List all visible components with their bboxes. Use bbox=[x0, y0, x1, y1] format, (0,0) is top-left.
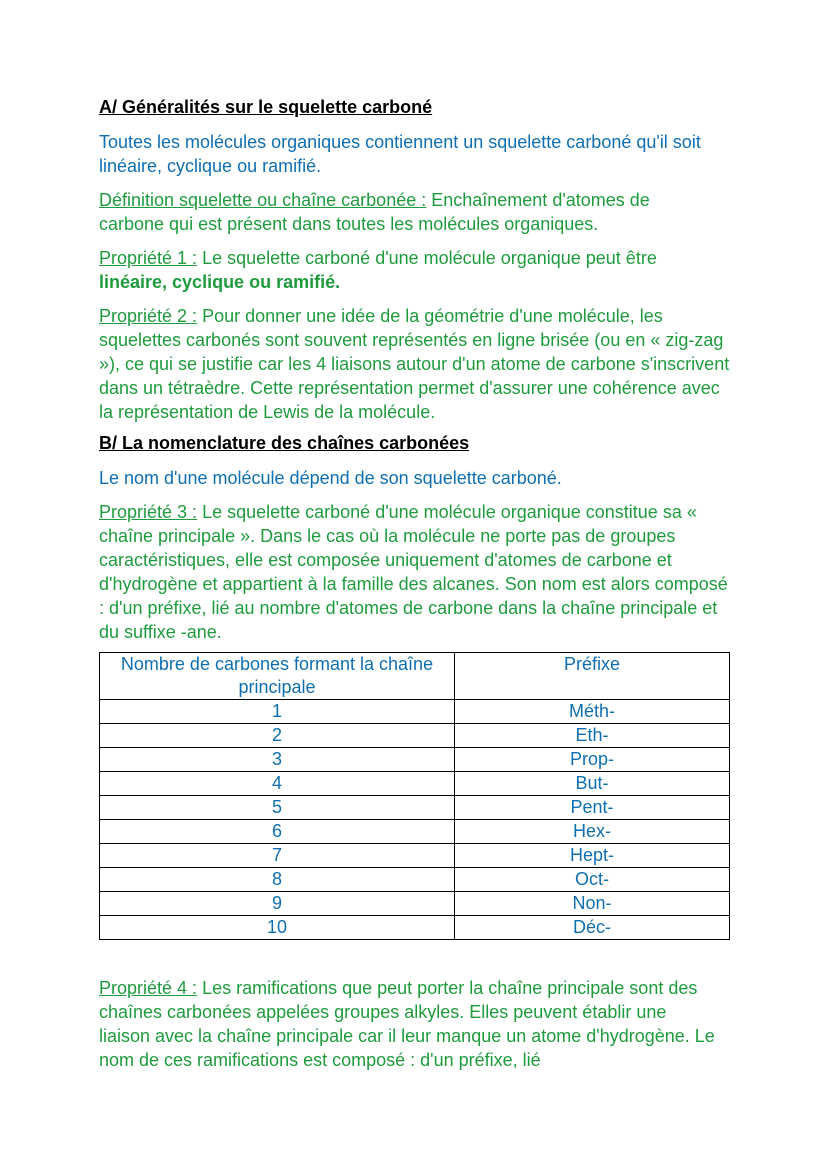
prefix-cell: Pent- bbox=[455, 796, 730, 820]
prefix-cell: Méth- bbox=[455, 700, 730, 724]
prefix-cell: Prop- bbox=[455, 748, 730, 772]
table-row bbox=[100, 868, 730, 892]
property-2-paragraph bbox=[99, 304, 735, 424]
section-a-intro: Toutes les molécules organiques contiennent un squelette carboné qu'il soit linéaire, cyclique ou ramifié. bbox=[99, 132, 701, 176]
section-a-heading: A/ Généralités sur le squelette carboné bbox=[99, 97, 433, 117]
carbon-count-cell: 4 bbox=[100, 772, 455, 796]
table-row bbox=[100, 892, 730, 916]
property-4-label: Propriété 4 : bbox=[99, 978, 198, 998]
prefix-cell: Oct- bbox=[455, 868, 730, 892]
carbon-count-cell: 9 bbox=[100, 892, 455, 916]
property-2-label: Propriété 2 : bbox=[99, 306, 198, 326]
carbon-count-cell: 5 bbox=[100, 796, 455, 820]
property-4-paragraph bbox=[99, 976, 721, 1072]
table-row bbox=[100, 700, 730, 724]
prefix-cell: Eth- bbox=[455, 724, 730, 748]
property-1-paragraph bbox=[99, 246, 711, 294]
property-3-text: Le squelette carboné d'une molécule organique constitue sa « chaîne principale ». Dans le cas où la molécule ne porte pas de groupes caractéristiques, elle est composée uniquement d'atomes de carbone et d'hydrogène et appartient à la famille des alcanes. Son nom est alors composé : d'un préfixe, lié au nombre d'atomes de carbone dans la chaîne principale et du suffixe -ane. bbox=[99, 502, 728, 642]
prefix-cell: Déc- bbox=[455, 916, 730, 940]
carbon-count-cell: 7 bbox=[100, 844, 455, 868]
prefix-table bbox=[99, 652, 730, 940]
table-header-row bbox=[100, 653, 730, 700]
carbon-count-cell: 1 bbox=[100, 700, 455, 724]
carbon-count-cell: 8 bbox=[100, 868, 455, 892]
carbon-count-cell: 2 bbox=[100, 724, 455, 748]
document-page bbox=[99, 96, 739, 1082]
carbon-count-cell: 10 bbox=[100, 916, 455, 940]
property-4-text: Les ramifications que peut porter la chaîne principale sont des chaînes carbonées appelées groupes alkyles. Elles peuvent établir une liaison avec la chaîne principale car il leur manque un atome d'hydrogène. Le nom de ces ramifications est composé : d'un préfixe, lié bbox=[99, 978, 715, 1070]
header-carbon-count: Nombre de carbones formant la chaîne principale bbox=[100, 653, 455, 700]
carbon-count-cell: 6 bbox=[100, 820, 455, 844]
property-2-text: Pour donner une idée de la géométrie d'une molécule, les squelettes carbonés sont souvent représentés en ligne brisée (ou en « zig-zag »), ce qui se justifie car les 4 liaisons autour d'un atome de carbone s'inscrivent dans un tétraèdre. Cette représentation permet d'assurer une cohérence avec la représentation de Lewis de la molécule. bbox=[99, 306, 730, 422]
table-row bbox=[100, 796, 730, 820]
table-row bbox=[100, 820, 730, 844]
header-prefix: Préfixe bbox=[455, 653, 730, 700]
table-row bbox=[100, 916, 730, 940]
definition-label: Définition squelette ou chaîne carbonée : bbox=[99, 190, 427, 210]
table-row bbox=[100, 844, 730, 868]
table-row bbox=[100, 772, 730, 796]
property-3-label: Propriété 3 : bbox=[99, 502, 198, 522]
property-1-text-a: Le squelette carboné d'une molécule organique peut être bbox=[197, 248, 657, 268]
prefix-cell: Non- bbox=[455, 892, 730, 916]
carbon-count-cell: 3 bbox=[100, 748, 455, 772]
property-3-paragraph bbox=[99, 500, 735, 644]
table-spacer bbox=[99, 940, 739, 976]
prefix-cell: Hept- bbox=[455, 844, 730, 868]
definition-text: Enchaînement d'atomes de carbone qui est présent dans toutes les molécules organiques. bbox=[99, 190, 650, 234]
table-row bbox=[100, 748, 730, 772]
prefix-cell: But- bbox=[455, 772, 730, 796]
section-b-heading: B/ La nomenclature des chaînes carbonées bbox=[99, 433, 470, 453]
table-row bbox=[100, 724, 730, 748]
definition-paragraph bbox=[99, 188, 711, 236]
prefix-cell: Hex- bbox=[455, 820, 730, 844]
section-b-intro: Le nom d'une molécule dépend de son squelette carboné. bbox=[99, 468, 562, 488]
property-1-label: Propriété 1 : bbox=[99, 248, 198, 268]
property-1-text-b: linéaire, cyclique ou ramifié. bbox=[99, 272, 341, 292]
